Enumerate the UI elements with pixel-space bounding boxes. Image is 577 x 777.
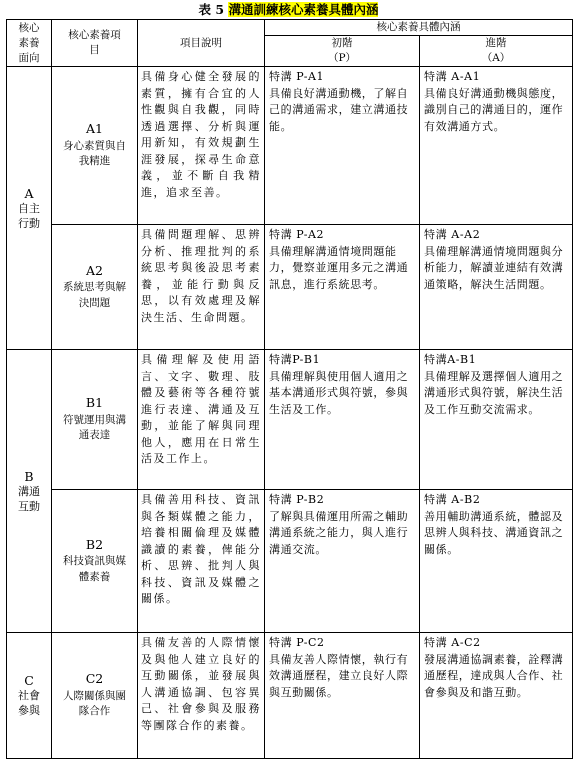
item-cell: B2 科技資訊與媒體素養 [52,490,138,633]
advanced-spec-cell: 特溝 A-A2 具備理解溝通情境問題與分析能力，解讀並連結有效溝通策略，解決生活問題。 [420,225,573,350]
basic-spec-cell: 特溝P-B1 具備理解與使用個人適用之基本溝通形式與符號，參與生活及工作。 [265,350,420,490]
table-caption [0,2,577,18]
basic-spec-cell: 特溝 P-A2 具備理解溝通情境問題能力，覺察並運用多元之溝通訊息，進行系統思考。 [265,225,420,350]
description-cell: 具備理解及使用語言、文字、數理、肢體及藝術等各種符號進行表達、溝通及互動，並能了解與同理他人，應用在日常生活及工作上。 [138,350,265,490]
header-basic: 初階 （P） [265,36,420,67]
basic-spec-cell: 特溝 P-C2 具備友善人際情懷，執行有效溝通歷程，建立良好人際與互動關係。 [265,633,420,759]
table-row [7,490,573,633]
caption-prefix: 表 5 [198,2,229,17]
table-row [7,225,573,350]
table-row [7,633,573,759]
header-description: 項目說明 [138,20,265,67]
item-cell: A2 系統思考與解決問題 [52,225,138,350]
description-cell: 具備問題理解、思辨分析、推理批判的系統思考與後設思考素養，並能行動與反思，以有效處理及解決生活、生命問題。 [138,225,265,350]
description-cell: 具備友善的人際情懷及與他人建立良好的互動關係，並發展與人溝通協調、包容異己、社會參與及服務等團隊合作的素養。 [138,633,265,759]
item-cell: C2 人際關係與團隊合作 [52,633,138,759]
description-cell: 具備善用科技、資訊與各類媒體之能力，培養相關倫理及媒體識讀的素養，俾能分析、思辨、批判人與科技、資訊及媒體之關係。 [138,490,265,633]
header-advanced: 進階 （A） [420,36,573,67]
table-row [7,67,573,225]
header-spec-group: 核心素養具體內涵 [265,20,573,36]
advanced-spec-cell: 特溝 A-A1 具備良好溝通動機與態度，識別自己的溝通目的，運作有效溝通方式。 [420,67,573,225]
advanced-spec-cell: 特溝 A-C2 發展溝通協調素養，詮釋溝通歷程，達成與人合作、社會參與及和諧互動。 [420,633,573,759]
header-row-1 [7,20,573,36]
table-row [7,350,573,490]
header-item: 核心素養項目 [52,20,138,67]
basic-spec-cell: 特溝 P-A1 具備良好溝通動機，了解自己的溝通需求，建立溝通技能。 [265,67,420,225]
dimension-cell-c: C 社會參與 [7,633,52,759]
dimension-cell-b: B 溝通互動 [7,350,52,633]
dimension-cell-a: A 自主行動 [7,67,52,350]
caption-title: 溝通訓練核心素養具體內涵 [228,2,379,17]
header-dimension: 核心素養面向 [7,20,52,67]
item-cell: B1 符號運用與溝通表達 [52,350,138,490]
advanced-spec-cell: 特溝 A-B2 善用輔助溝通系統，體認及思辨人與科技、溝通資訊之關係。 [420,490,573,633]
item-cell: A1 身心素質與自我精進 [52,67,138,225]
competency-table [6,19,573,759]
advanced-spec-cell: 特溝A-B1 具備理解及選擇個人適用之溝通形式與符號，解決生活及工作互動交流需求。 [420,350,573,490]
description-cell: 具備身心健全發展的素質，擁有合宜的人性觀與自我觀，同時透過選擇、分析與運用新知，有效規劃生涯發展，探尋生命意義，並不斷自我精進，追求至善。 [138,67,265,225]
basic-spec-cell: 特溝 P-B2 了解與具備運用所需之輔助溝通系統之能力，與人進行溝通交流。 [265,490,420,633]
